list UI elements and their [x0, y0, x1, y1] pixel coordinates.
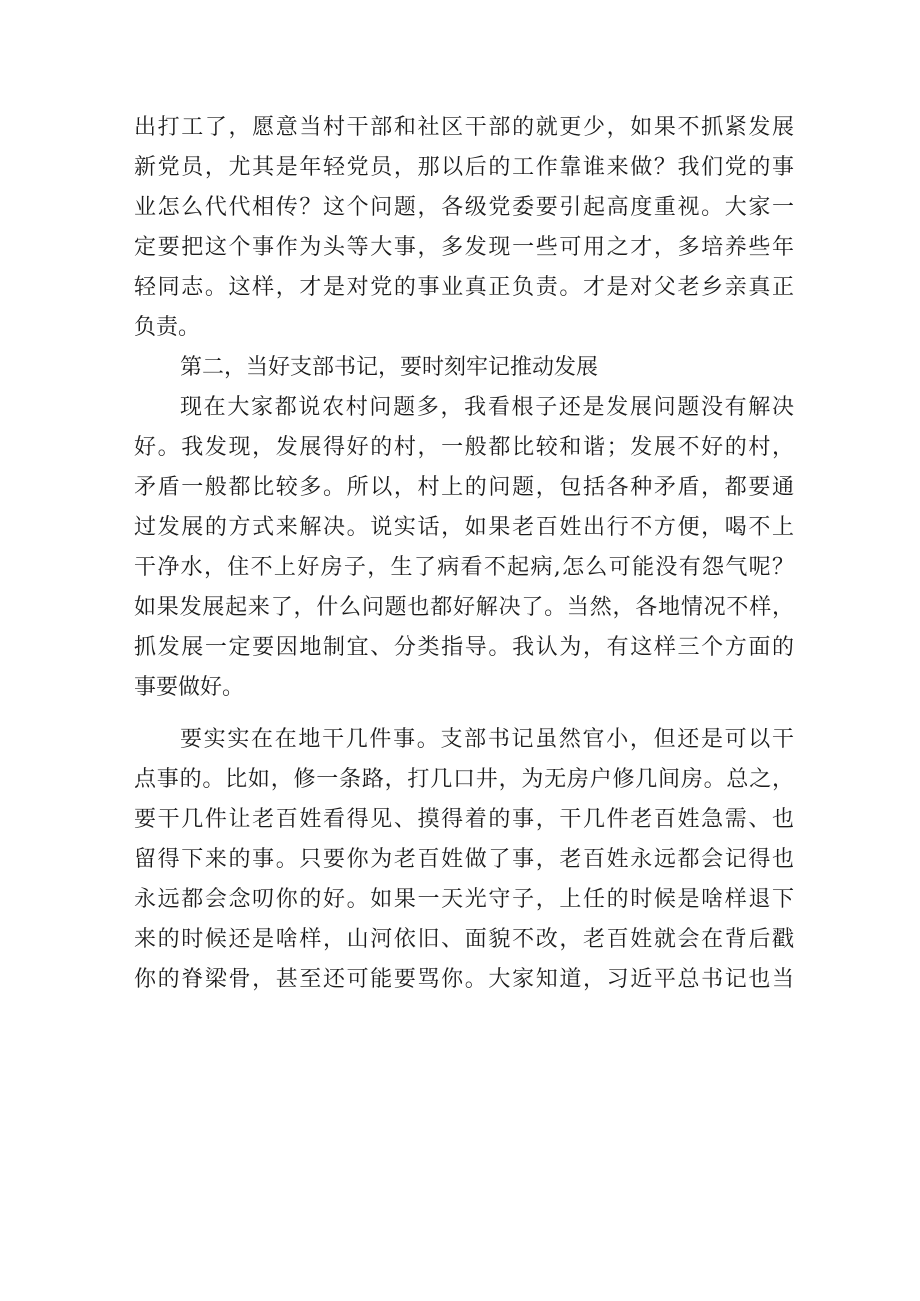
section-heading — [134, 348, 794, 388]
text-line: 轻同志。这样，才是对党的事业真正负责。才是对父老乡亲真正 — [134, 275, 794, 300]
text-line: 矛盾一般都比较多。所以，村上的问题，包括各种矛盾，都要通 — [134, 475, 794, 500]
text-line: 抓发展一定要因地制宜、分类指导。我认为，有这样三个方面的 — [134, 635, 794, 660]
text-line: 留得下来的事。只要你为老百姓做了事，老百姓永远都会记得也 — [134, 847, 794, 872]
paragraph-1 — [134, 108, 794, 348]
text-line: 定要把这个事作为头等大事，多发现一些可用之才，多培养些年 — [134, 235, 794, 260]
text-line: 现在大家都说农村问题多，我看根子还是发展问题没有解决 — [180, 395, 794, 420]
text-line: 要实实在在地干几件事。支部书记虽然官小，但还是可以干 — [180, 727, 794, 752]
text-line: 负责。 — [134, 315, 201, 340]
paragraph-gap — [134, 708, 794, 720]
text-line: 第二，当好支部书记，要时刻牢记推动发展 — [180, 355, 599, 380]
document-body — [134, 108, 794, 1000]
text-line: 业怎么代代相传？这个问题，各级党委要引起高度重视。大家一 — [134, 195, 794, 220]
text-line: 要干几件让老百姓看得见、摸得着的事，干几件老百姓急需、也 — [134, 807, 794, 832]
text-line: 事要做好。 — [134, 675, 245, 700]
text-line: 出打工了，愿意当村干部和社区干部的就更少，如果不抓紧发展 — [134, 115, 794, 140]
text-line: 如果发展起来了，什么问题也都好解决了。当然，各地情况不样， — [134, 595, 794, 620]
paragraph-3 — [134, 388, 794, 708]
text-line: 过发展的方式来解决。说实话，如果老百姓出行不方便，喝不上 — [134, 515, 794, 540]
text-line: 来的时候还是啥样，山河依旧、面貌不改，老百姓就会在背后戳 — [134, 927, 794, 952]
text-line: 你的脊梁骨，甚至还可能要骂你。大家知道，习近平总书记也当 — [134, 967, 794, 992]
text-line: 点事的。比如，修一条路，打几口井，为无房户修几间房。总之， — [134, 767, 794, 792]
text-line: 永远都会念叨你的好。如果一天光守子，上任的时候是啥样退下 — [134, 887, 794, 912]
text-line: 好。我发现，发展得好的村，一般都比较和谐；发展不好的村， — [134, 435, 794, 460]
text-line: 干净水，住不上好房子，生了病看不起病,怎么可能没有怨气呢？ — [134, 555, 794, 580]
text-line: 新党员，尤其是年轻党员，那以后的工作靠谁来做？我们党的事 — [134, 155, 794, 180]
paragraph-4 — [134, 720, 794, 1000]
